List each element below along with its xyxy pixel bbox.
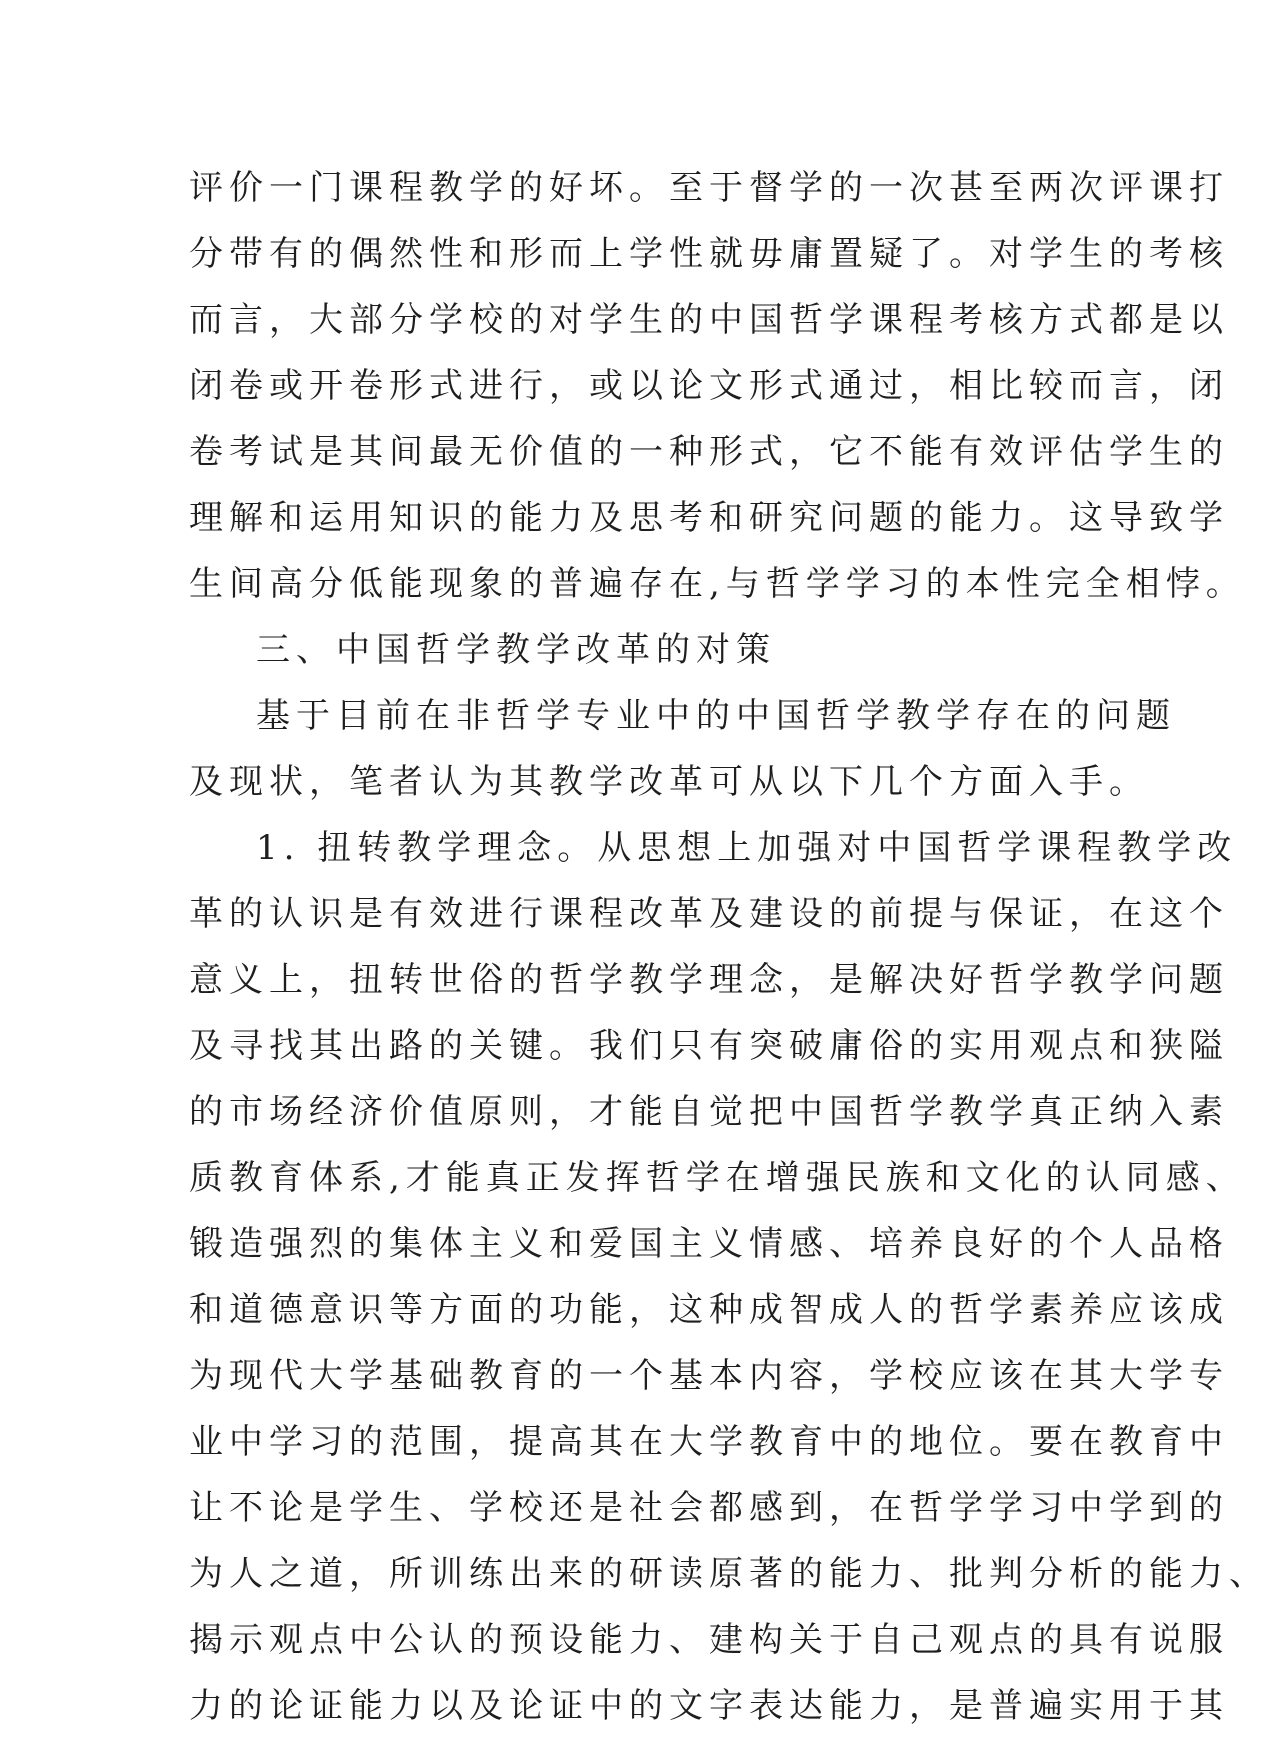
text-line: 意义上，扭转世俗的哲学教学理念，是解决好哲学教学问题: [189, 960, 1229, 1000]
text-line: 生间高分低能现象的普遍存在,与哲学学习的本性完全相悖。: [189, 564, 1246, 604]
text-line: 的市场经济价值原则，才能自觉把中国哲学教学真正纳入素: [189, 1092, 1229, 1132]
text-line: 评价一门课程教学的好坏。至于督学的一次甚至两次评课打: [189, 168, 1229, 208]
text-line: 闭卷或开卷形式进行，或以论文形式通过，相比较而言，闭: [189, 366, 1229, 406]
text-line: 分带有的偶然性和形而上学性就毋庸置疑了。对学生的考核: [189, 234, 1229, 274]
text-line: 及寻找其出路的关键。我们只有突破庸俗的实用观点和狭隘: [189, 1026, 1229, 1066]
text-line: 和道德意识等方面的功能，这种成智成人的哲学素养应该成: [189, 1290, 1229, 1330]
text-line: 革的认识是有效进行课程改革及建设的前提与保证，在这个: [189, 894, 1229, 934]
text-line: 卷考试是其间最无价值的一种形式，它不能有效评估学生的: [189, 432, 1229, 472]
text-line: 理解和运用知识的能力及思考和研究问题的能力。这导致学: [189, 498, 1229, 538]
text-line: 及现状，笔者认为其教学改革可从以下几个方面入手。: [189, 762, 1149, 802]
text-line: 为人之道，所训练出来的研读原著的能力、批判分析的能力、: [189, 1554, 1269, 1594]
text-line: 为现代大学基础教育的一个基本内容，学校应该在其大学专: [189, 1356, 1229, 1396]
body-text: [189, 155, 1269, 1739]
text-line: 质教育体系,才能真正发挥哲学在增强民族和文化的认同感、: [189, 1158, 1246, 1198]
text-line: 基于目前在非哲学专业中的中国哲学教学存在的问题: [256, 696, 1176, 736]
text-line: 1. 扭转教学理念。从思想上加强对中国哲学课程教学改: [256, 828, 1238, 868]
text-line: 让不论是学生、学校还是社会都感到，在哲学学习中学到的: [189, 1488, 1229, 1528]
text-line: 而言，大部分学校的对学生的中国哲学课程考核方式都是以: [189, 300, 1229, 340]
text-line: 锻造强烈的集体主义和爱国主义情感、培养良好的个人品格: [189, 1224, 1229, 1264]
text-line: 力的论证能力以及论证中的文字表达能力，是普遍实用于其: [189, 1686, 1229, 1726]
section-heading: 三、中国哲学教学改革的对策: [256, 630, 776, 670]
text-line: 揭示观点中公认的预设能力、建构关于自己观点的具有说服: [189, 1620, 1229, 1660]
text-line: 业中学习的范围，提高其在大学教育中的地位。要在教育中: [189, 1422, 1229, 1462]
